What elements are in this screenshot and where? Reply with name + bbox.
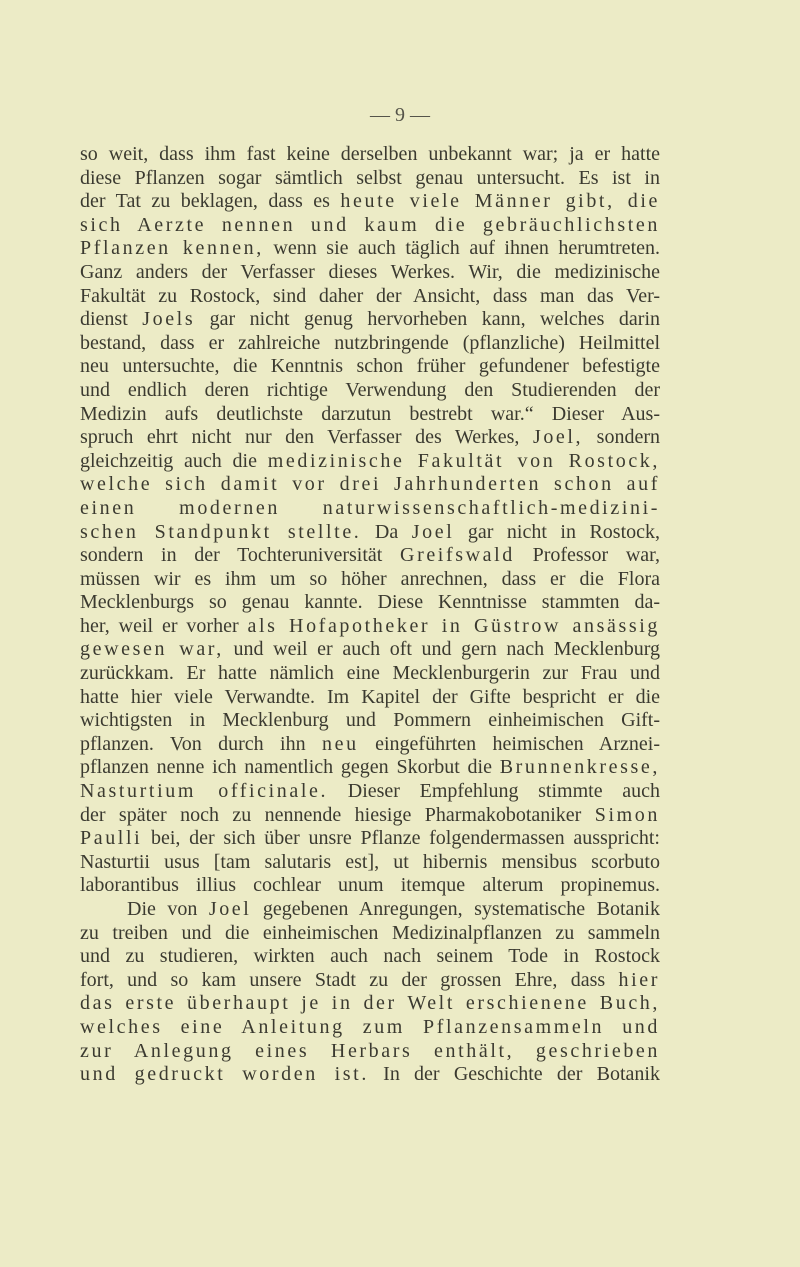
text-line	[80, 332, 660, 356]
text-segment: dienst	[80, 308, 143, 331]
text-line	[80, 544, 660, 568]
text-line	[80, 521, 660, 545]
text-line	[80, 450, 660, 474]
text-line	[80, 615, 660, 639]
text-segment: pflanzen. Von durch ihn	[80, 732, 323, 755]
emphasized-text: Joel,	[532, 426, 584, 449]
emphasized-text: und gedruckt worden ist.	[80, 1063, 369, 1086]
text-line	[80, 686, 660, 710]
text-segment: sondern	[583, 426, 660, 449]
text-line	[80, 190, 660, 214]
emphasized-text: Greifswald	[400, 544, 515, 567]
text-segment: gar nicht genug hervorheben kann, welches darin	[195, 308, 660, 331]
text-segment: diese Pflanzen sogar sämtlich selbst genau untersucht. Es ist in	[80, 166, 660, 189]
emphasized-text: einen modernen naturwissenschaftlich-medizini-	[80, 496, 660, 519]
emphasized-text: zur Anlegung eines Herbars enthält, geschrieben	[80, 1039, 660, 1062]
text-line	[80, 756, 660, 780]
text-segment: zurückkam. Er hatte nämlich eine Mecklenburgerin zur Frau und	[80, 662, 660, 685]
text-segment: gegebenen Anregungen, systematische Botanik	[251, 898, 660, 920]
text-line	[80, 922, 660, 946]
text-line	[80, 1016, 660, 1040]
body-text	[80, 143, 660, 1087]
text-line	[80, 379, 660, 403]
emphasized-text: neu	[322, 732, 359, 755]
text-line	[80, 851, 660, 875]
text-segment: gar nicht in Rostock,	[454, 520, 661, 543]
emphasized-text: schen Standpunkt stellte.	[80, 520, 362, 543]
text-segment: pflanzen nenne ich namentlich gegen Skorbut die	[80, 756, 500, 779]
text-line	[80, 473, 660, 497]
text-line	[80, 214, 660, 238]
text-segment: und endlich deren richtige Verwendung den Studierenden der	[80, 378, 660, 401]
text-line	[80, 285, 660, 309]
text-segment: so weit, dass ihm fast keine derselben unbekannt war; ja er hatte	[80, 143, 660, 165]
emphasized-text: gewesen war,	[80, 638, 224, 661]
text-segment: wichtigsten in Mecklenburg und Pommern einheimischen Gift-	[80, 709, 660, 732]
emphasized-text: Brunnenkresse,	[499, 756, 660, 779]
text-line	[80, 426, 660, 450]
text-line	[80, 898, 660, 922]
text-segment: Mecklenburgs so genau kannte. Diese Kenntnisse stammten da-	[80, 591, 660, 614]
text-line	[80, 261, 660, 285]
text-line	[80, 804, 660, 828]
emphasized-text: das erste überhaupt je in der Welt erschienene Buch,	[80, 992, 660, 1015]
text-line	[80, 874, 660, 898]
text-line	[80, 709, 660, 733]
text-segment: sondern in der Tochteruniversität	[80, 544, 401, 567]
text-line	[80, 827, 660, 851]
text-segment: Da	[361, 520, 412, 543]
text-segment: In der Geschichte der Botanik	[368, 1063, 660, 1086]
text-segment: her, weil er vorher	[80, 614, 248, 637]
text-line	[80, 1040, 660, 1064]
text-line	[80, 167, 660, 191]
text-segment: und weil er auch oft und gern nach Mecklenburg	[223, 638, 660, 661]
text-line	[80, 497, 660, 521]
emphasized-text: welches eine Anleitung zum Pflanzensammeln und	[80, 1015, 660, 1038]
text-segment: spruch ehrt nicht nur den Verfasser des Werkes,	[80, 426, 533, 449]
text-line	[80, 308, 660, 332]
text-segment: Nasturtii usus [tam salutaris est], ut hibernis mensibus scorbuto	[80, 850, 660, 873]
text-segment: Dieser Empfehlung stimmte auch	[328, 780, 660, 803]
text-segment: hatte hier viele Verwandte. Im Kapitel der Gifte bespricht er die	[80, 685, 660, 708]
text-line	[80, 969, 660, 993]
text-segment: Professor war,	[514, 544, 660, 567]
text-segment: fort, und so kam unsere Stadt zu der grossen Ehre, dass	[80, 968, 619, 991]
text-segment: neu untersuchte, die Kenntnis schon früher gefundener befestigte	[80, 355, 660, 378]
emphasized-text: hier	[618, 968, 660, 991]
text-segment: laborantibus illius cochlear unum itemque alterum propinemus.	[80, 874, 660, 897]
text-segment: gleichzeitig auch die	[80, 449, 268, 472]
page-number: — 9 —	[370, 104, 430, 126]
text-segment: bei, der sich über unsre Pflanze folgendermassen ausspricht:	[142, 827, 660, 850]
emphasized-text: Nasturtium officinale.	[80, 780, 329, 803]
text-line	[80, 662, 660, 686]
text-segment: der später noch zu nennende hiesige Pharmakobotaniker	[80, 803, 595, 826]
text-line	[80, 143, 660, 167]
text-segment: und zu studieren, wirkten auch nach seinem Tode in Rostock	[80, 945, 660, 968]
emphasized-text: Simon	[594, 803, 660, 826]
text-segment: wenn sie auch täglich auf ihnen herumtreten.	[263, 237, 660, 260]
text-segment: Fakultät zu Rostock, sind daher der Ansicht, dass man das Ver-	[80, 284, 660, 307]
text-line	[80, 992, 660, 1016]
text-segment: eingeführten heimischen Arznei-	[358, 732, 660, 755]
emphasized-text: sich Aerzte nennen und kaum die gebräuchlichsten	[80, 213, 660, 236]
text-segment: der Tat zu beklagen, dass es	[80, 190, 341, 213]
text-segment: Ganz anders der Verfasser dieses Werkes. Wir, die medizinische	[80, 260, 660, 283]
text-segment: müssen wir es ihm um so höher anrechnen, dass er die Flora	[80, 567, 660, 590]
text-line	[80, 568, 660, 592]
emphasized-text: Joels	[142, 308, 196, 331]
emphasized-text: Pflanzen kennen,	[80, 237, 264, 260]
text-line	[80, 355, 660, 379]
text-line	[80, 733, 660, 757]
text-line	[80, 237, 660, 261]
text-line	[80, 591, 660, 615]
text-line	[80, 780, 660, 804]
text-line	[80, 1063, 660, 1087]
text-segment: Medizin aufs deutlichste darzutun bestrebt war.“ Dieser Aus-	[80, 402, 660, 425]
emphasized-text: welche sich damit vor drei Jahrhunderten schon auf	[80, 473, 660, 496]
text-segment: zu treiben und die einheimischen Medizinalpflanzen zu sammeln	[80, 921, 660, 944]
text-line	[80, 403, 660, 427]
emphasized-text: Paulli	[80, 827, 143, 850]
text-segment: Die von	[127, 898, 209, 920]
emphasized-text: Joel	[208, 898, 252, 920]
text-segment: bestand, dass er zahlreiche nutzbringende (pflanzliche) Heilmittel	[80, 331, 660, 354]
emphasized-text: Joel	[411, 520, 455, 543]
text-line	[80, 945, 660, 969]
emphasized-text: heute viele Männer gibt, die	[340, 190, 660, 213]
emphasized-text: als Hofapotheker in Güstrow ansässig	[247, 614, 660, 637]
text-line	[80, 638, 660, 662]
emphasized-text: medizinische Fakultät von Rostock,	[267, 449, 660, 472]
